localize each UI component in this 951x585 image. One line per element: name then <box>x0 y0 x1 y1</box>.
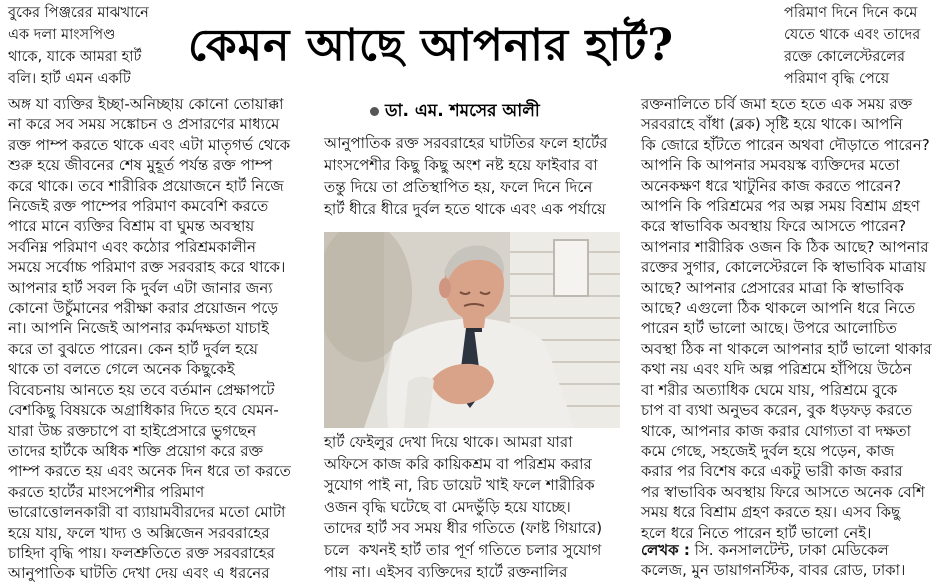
column-3-intro: পরিমাণ দিনে দিনে কমে যেতে থাকে এবং তাদের রক্তে কোলেস্টেরলের পরিমাণ বৃদ্ধি পেয়ে <box>784 5 921 87</box>
article-byline <box>370 98 540 126</box>
bullet-icon <box>370 107 379 116</box>
man-chest-pain-illustration <box>324 232 620 428</box>
column-3-body: রক্তনালিতে চর্বি জমা হতে হতে এক সময় রক্ত সরবরাহে বাঁধা (ব্লক) সৃষ্টি হয়ে থাকে। আপনি কি জোরে হাঁটতে পারেন অথবা দৌড়াতে পারেন? আপনি কি আপনার সমবয়স্ক ব্যক্তিদের মতো অনেকক্ষণ ধরে খাটুনির কাজ করতে পারেন? আপনি কি পরিশ্রমের পর অল্প সময় বিশ্রাম গ্রহণ করে স্বাভাবিক অবস্থায় ফিরে আসতে পারেন? আপনার শারীরিক ওজন কি ঠিক আছে? আপনার রক্তের সুগার, কোলেস্টেরলে কি স্বাভাবিক মাত্রায় আছে? আপনার প্রেসারের মাত্রা কি স্বাভাবিক আছে? এগুলো ঠিক থাকলে আপনি ধরে নিতে পারেন হার্ট ভালো আছে। উপরে আলোচিত অবস্থা ঠিক না থাকলে আপনার হার্ট ভালো থাকার কথা নয় এবং যদি অল্প পরিশ্রমে হাঁপিয়ে উঠেন বা শরীর অত্যাধিক ঘেমে যায়, পরিশ্রমে বুকে চাপ বা ব্যথা অনুভব করেন, বুক ধড়ফড় করতে থাকে, আপনার কাজ করার যোগ্যতা বা দক্ষতা কমে গেছে, সহজেই দুর্বল হয়ে পড়েন, কাজ করার পর বিশেষ করে একটু ভারী কাজ করার পর স্বাভাবিক অবস্থায় ফিরে আসতে অনেক বেশি সময় ধরে বিশ্রাম গ্রহণ করতে হয়। এসব কিছু হলে ধরে নিতে পারেন হার্ট ভালো নেই। <box>641 95 932 542</box>
author-label: লেখক : <box>641 541 690 559</box>
byline-text: ডা. এম. শমসের আলী <box>385 101 540 121</box>
column-2-top: আনুপাতিক রক্ত সরবরাহের ঘাটতির ফলে হার্টের মাংসপেশীর কিছু কিছু অংশ নষ্ট হয়ে ফাইবার বা তন্তু দিয়ে তা প্রতিস্থাপিত হয়, ফলে দিনে দিনে হার্ট ধীরে ধীরে দুর্বল হতে থাকে এবং এক পর্যায়ে <box>324 134 608 218</box>
article-title: কেমন আছে আপনার হার্ট? <box>188 20 674 71</box>
column-1-body: অঙ্গ যা ব্যক্তির ইচ্ছা-অনিচ্ছায় কোনো তোয়াক্কা না করে সব সময় সঙ্কোচন ও প্রসারণের মাধ্যমে রক্ত পাম্প করতে থাকে এবং এটা মাতৃগর্ভ থেকে শুরু হয়ে জীবনের শেষ মুহূর্ত পর্যন্ত রক্ত পাম্প করে থাকে। তবে শারীরিক প্রয়োজনে হার্ট নিজে নিজেই রক্ত পাম্পের পরিমাণ কমবেশি করতে পারে মানে ব্যক্তির বিশ্রাম বা ঘুমন্ত অবস্থায় সর্বনিম্ন পরিমাণ এবং কঠোর পরিশ্রমকালীন সময়ে সর্বোচ্চ পরিমাণ রক্ত সরবরাহ করে থাকে। আপনার হার্ট সবল কি দুর্বল এটা জানার জন্য কোনো উচুঁমানের পরীক্ষা করার প্রয়োজন পড়ে না। আপনি নিজেই আপনার কর্মদক্ষতা যাচাই করে তা বুঝতে পারেন। কেন হার্ট দুর্বল হয়ে থাকে তা বলতে গেলে অনেক কিছুকেই বিবেচনায় আনতে হয় তবে বর্তমান প্রেক্ষাপটে বেশকিছু বিষয়কে অগ্রাধিকার দিতে হবে যেমন- যারা উচ্চ রক্তচাপে বা হাইপ্রেসারে ভুগছেন তাদের হার্টকে অধিক শক্তি প্রয়োগ করে রক্ত পাম্প করতে হয় এবং অনেক দিন ধরে তা করতে করতে হার্টের মাংসপেশীর পরিমাণ ভারোত্তোলনকারী বা ব্যায়ামবীরদের মতো মোটা হয়ে যায়, ফলে খাদ্য ও অক্সিজেন সরবরাহের চাহিদা বৃদ্ধি পায়। ফলশ্রুতিতে রক্ত সরবরাহের আনুপাতিক ঘাটতি দেখা দেয় এবং এ ধরনের <box>8 95 291 583</box>
author-credit <box>641 540 905 581</box>
author-details: সি. কনসালটেন্ট, ঢাকা মেডিকেল কলেজ, মুন ডায়াগনস্টিক, বাবর রোড, ঢাকা। <box>641 541 906 580</box>
article-photo <box>324 232 620 428</box>
column-2-bottom: হার্ট ফেইলুর দেখা দিয়ে থাকে। আমরা যারা অফিসে কাজ করি কায়িকশ্রম বা পরিশ্রম করার সুযোগ পাই না, রিচ ডায়েট খাই ফলে শারীরিক ওজন বৃদ্ধি ঘটেছে বা মেদভুঁড়ি হয়ে যাচ্ছে। তাদের হার্ট সব সময় ধীর গতিতে (ফাষ্ট গিয়ারে) চলে কখনই হার্ট তার পূর্ণ গতিতে চলার সুযোগ পায় না। এইসব ব্যক্তিদের হার্টে রক্তনালির <box>324 433 603 581</box>
column-1-intro: বুকের পিঞ্জরের মাঝখানে এক দলা মাংসপিণ্ড থাকে, যাকে আমরা হার্ট বলি। হার্ট এমন একটি <box>8 5 149 87</box>
